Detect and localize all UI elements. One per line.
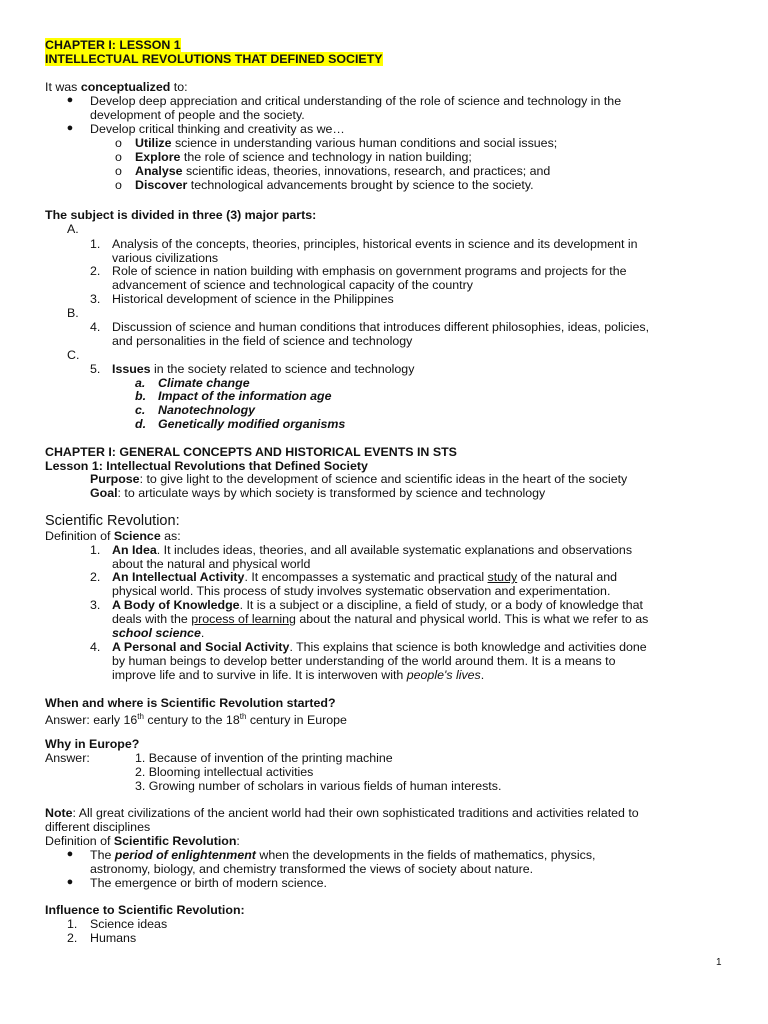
- item-number: 3.: [90, 598, 101, 612]
- note-bullet-1: The period of enlightenment when the developments in the fields of mathematics, physics,: [90, 848, 596, 862]
- sub-bullet-icon: o: [115, 150, 122, 164]
- why-reason-2: 2. Blooming intellectual activities: [135, 765, 314, 779]
- issue-item: Nanotechnology: [158, 403, 256, 417]
- sub-bullet-icon: o: [115, 178, 122, 192]
- sub-item-utilize: Utilize science in understanding various human conditions and social issues;: [135, 136, 558, 150]
- part-item-5: Issues in the society related to science and technology: [112, 362, 415, 376]
- why-reason-1: 1. Because of invention of the printing machine: [135, 751, 393, 765]
- part-a-label: A.: [67, 222, 79, 236]
- lesson-title: Lesson 1: Intellectual Revolutions that Defined Society: [45, 459, 368, 473]
- item-number: 1.: [90, 237, 101, 251]
- intro-bullet-1-cont: development of people and the society.: [90, 108, 305, 122]
- header-line-1: CHAPTER I: LESSON 1: [45, 38, 181, 52]
- when-answer: Answer: early 16th century to the 18th century in Europe: [45, 712, 347, 728]
- part-item-2-cont: advancement of science and technological capacity of the country: [112, 278, 473, 292]
- definition-idea-cont: about the natural and physical world: [112, 557, 311, 571]
- issue-item: Genetically modified organisms: [158, 417, 346, 431]
- item-number: 1.: [90, 543, 101, 557]
- note-line: Note: All great civilizations of the ancient world had their own sophisticated traditions and activities related to: [45, 806, 639, 820]
- header-line-2: INTELLECTUAL REVOLUTIONS THAT DEFINED SOCIETY: [45, 52, 383, 66]
- issue-item: Climate change: [158, 376, 250, 390]
- part-item-3: Historical development of science in the Philippines: [112, 292, 394, 306]
- item-number: 5.: [90, 362, 101, 376]
- goal-line: Goal: to articulate ways by which society is transformed by science and technology: [90, 486, 546, 500]
- issue-letter: b.: [135, 389, 147, 403]
- note-bullet-1-cont: astronomy, biology, and chemistry transformed the views of society about nature.: [90, 862, 534, 876]
- chapter-title: CHAPTER I: GENERAL CONCEPTS AND HISTORICAL EVENTS IN STS: [45, 445, 457, 459]
- bullet-icon: ●: [66, 848, 74, 860]
- sci-rev-heading: Scientific Revolution:: [45, 513, 180, 529]
- item-number: 4.: [90, 320, 101, 334]
- part-item-1: Analysis of the concepts, theories, principles, historical events in science and its development in: [112, 237, 638, 251]
- influence-heading: Influence to Scientific Revolution:: [45, 903, 245, 917]
- item-number: 3.: [90, 292, 101, 306]
- sub-item-explore: Explore the role of science and technology in nation building;: [135, 150, 472, 164]
- definition-knowledge-cont: deals with the process of learning about the natural and physical world. This is what we refer to as: [112, 612, 649, 626]
- issue-letter: a.: [135, 376, 146, 390]
- definition-social: A Personal and Social Activity. This explains that science is both knowledge and activities done: [112, 640, 647, 654]
- part-c-label: C.: [67, 348, 80, 362]
- bullet-icon: ●: [66, 122, 74, 134]
- why-answer-label: Answer:: [45, 751, 90, 765]
- item-number: 4.: [90, 640, 101, 654]
- definition-social-cont2: improve life and to survive in life. It is interwoven with people's lives.: [112, 668, 485, 682]
- item-number: 2.: [90, 264, 101, 278]
- definition-idea: An Idea. It includes ideas, theories, and all available systematic explanations and observations: [112, 543, 633, 557]
- definition-activity: An Intellectual Activity. It encompasses a systematic and practical study of the natural and: [112, 570, 618, 584]
- intro-bullet-2: Develop critical thinking and creativity as we…: [90, 122, 345, 136]
- issue-item: Impact of the information age: [158, 389, 332, 403]
- part-item-1-cont: various civilizations: [112, 251, 219, 265]
- parts-heading: The subject is divided in three (3) major parts:: [45, 208, 317, 222]
- issue-letter: d.: [135, 417, 147, 431]
- purpose-line: Purpose: to give light to the development of science and scientific ideas in the heart of the society: [90, 472, 628, 486]
- definition-knowledge: A Body of Knowledge. It is a subject or a discipline, a field of study, or a body of knowledge that: [112, 598, 643, 612]
- why-heading: Why in Europe?: [45, 737, 140, 751]
- definition-activity-cont: physical world. This process of study involves systematic observation and experimentation.: [112, 584, 611, 598]
- when-heading: When and where is Scientific Revolution started?: [45, 696, 336, 710]
- item-number: 2.: [67, 931, 78, 945]
- intro-bullet-1: Develop deep appreciation and critical understanding of the role of science and technology in the: [90, 94, 622, 108]
- definition-social-cont: by human beings to develop better understanding of the world around them. It is a means to: [112, 654, 616, 668]
- item-number: 2.: [90, 570, 101, 584]
- part-item-4: Discussion of science and human conditions that introduces different philosophies, ideas, policies,: [112, 320, 650, 334]
- item-number: 1.: [67, 917, 78, 931]
- bullet-icon: ●: [66, 876, 74, 888]
- definition-knowledge-cont2: school science.: [112, 626, 205, 640]
- sub-item-discover: Discover technological advancements brought by science to the society.: [135, 178, 534, 192]
- sub-bullet-icon: o: [115, 136, 122, 150]
- part-item-2: Role of science in nation building with emphasis on government programs and projects for the: [112, 264, 627, 278]
- influence-item-2: Humans: [90, 931, 137, 945]
- why-reason-3: 3. Growing number of scholars in various fields of human interests.: [135, 779, 502, 793]
- note-line-cont: different disciplines: [45, 820, 151, 834]
- page-number: 1: [716, 957, 722, 968]
- sub-item-analyse: Analyse scientific ideas, theories, innovations, research, and practices; and: [135, 164, 551, 178]
- part-b-label: B.: [67, 306, 79, 320]
- influence-item-1: Science ideas: [90, 917, 168, 931]
- intro-text: It was conceptualized to:: [45, 80, 188, 94]
- note-bullet-2: The emergence or birth of modern science.: [90, 876, 327, 890]
- issue-letter: c.: [135, 403, 146, 417]
- sub-bullet-icon: o: [115, 164, 122, 178]
- part-item-4-cont: and personalities in the field of science and technology: [112, 334, 413, 348]
- science-definition: Definition of Science as:: [45, 529, 181, 543]
- sci-rev-definition: Definition of Scientific Revolution:: [45, 834, 240, 848]
- bullet-icon: ●: [66, 94, 74, 106]
